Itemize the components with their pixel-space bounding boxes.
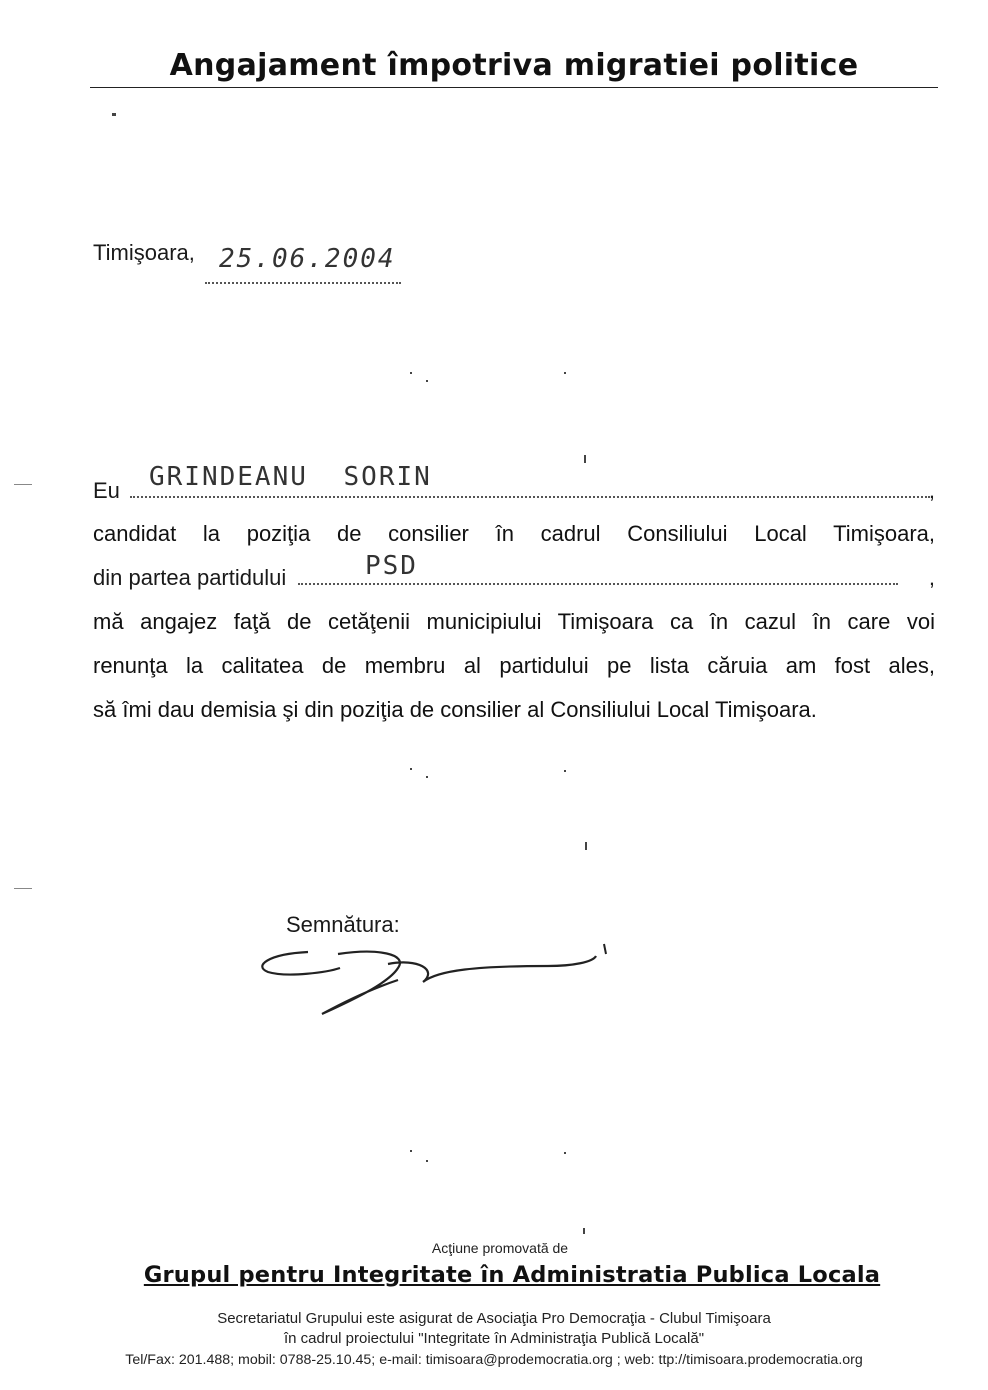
- city-label: Timişoara,: [93, 240, 195, 265]
- date-line: [93, 240, 401, 274]
- name-handwritten: GRINDEANU SORIN: [149, 462, 432, 492]
- declaration-line-4: mă angajez faţă de cetăţenii municipiului Timişoara ca în cazul în care voi: [93, 609, 935, 634]
- date-handwritten: 25.06.2004: [219, 244, 396, 274]
- handwritten-signature: [248, 940, 618, 1020]
- party-line: din partea partidului PSD ,: [93, 551, 935, 590]
- document-title: Angajament împotriva migratiei politice: [90, 48, 938, 88]
- footer-line-3: Tel/Fax: 201.488; mobil: 0788-25.10.45; e-mail: timisoara@prodemocratia.org ; web: ttp://timisoara.prodemocratia.org: [125, 1352, 863, 1368]
- name-line: Eu GRINDEANU SORIN ,: [93, 462, 935, 503]
- footer-line-2: în cadrul proiectului "Integritate în Administraţia Publică Locală": [283, 1330, 705, 1347]
- declaration-line-6: să îmi dau demisia şi din poziţia de consilier al Consiliului Local Timişoara.: [93, 697, 817, 722]
- party-handwritten: PSD: [365, 551, 418, 581]
- promoted-by-label: Acţiune promovată de: [431, 1240, 569, 1256]
- declaration-line-5: renunţa la calitatea de membru al partidului pe lista căruia am fost ales,: [93, 653, 935, 678]
- footer-line-1: Secretariatul Grupului este asigurat de Asociaţia Pro Democraţia - Clubul Timişoara: [217, 1310, 771, 1327]
- signature-label: Semnătura:: [286, 912, 400, 937]
- party-label: din partea partidului: [93, 565, 287, 590]
- declaration-line-2: candidat la poziţia de consilier în cadrul Consiliului Local Timişoara,: [93, 521, 935, 546]
- organization-name: Grupul pentru Integritate în Administratia Publica Locala: [143, 1262, 881, 1288]
- eu-label: Eu: [93, 478, 120, 503]
